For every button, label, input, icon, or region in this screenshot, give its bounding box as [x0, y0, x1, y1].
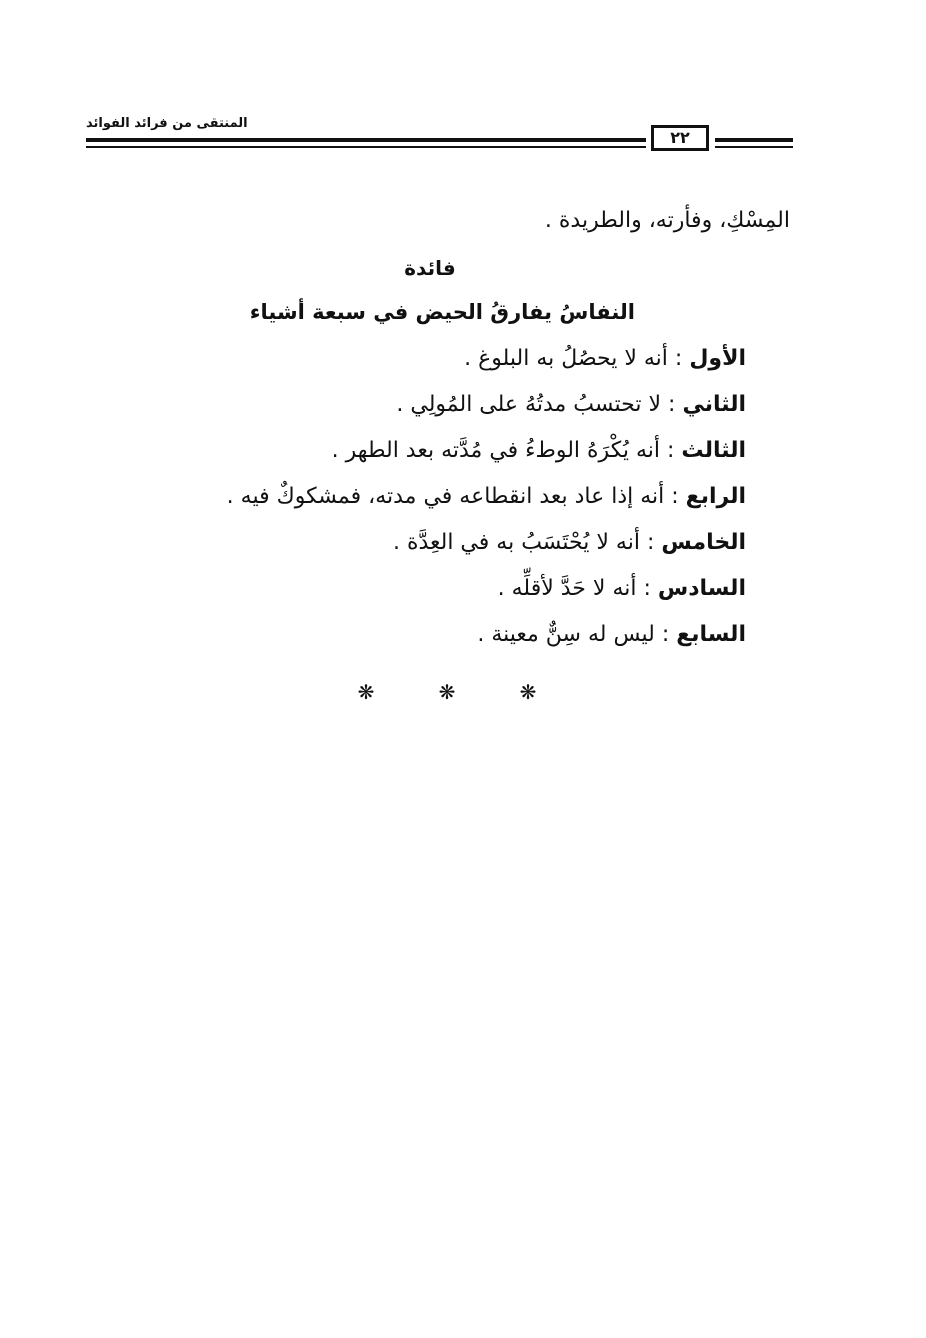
separator-star-icon: ❋ [357, 680, 375, 704]
item-label: الخامس [661, 530, 746, 555]
separator-star-icon: ❋ [519, 680, 537, 704]
item-text: لا تحتسبُ مدتُهُ على المُولِي . [396, 392, 662, 417]
list-item [227, 484, 746, 509]
header-rule-left-thin [86, 146, 646, 148]
list-item [396, 392, 746, 417]
item-colon: : [654, 622, 670, 647]
item-label: الرابع [685, 484, 746, 509]
list-item [332, 438, 746, 463]
item-text: ليس له سِنٌّ معينة . [477, 622, 655, 647]
page-number: ٢٢ [670, 128, 690, 147]
page-number-box [651, 125, 709, 151]
header-rule-right-thin [715, 146, 793, 148]
section-heading: فائدة [404, 256, 456, 280]
item-label: الثاني [682, 392, 746, 417]
separator-star-icon: ❋ [438, 680, 456, 704]
header-rule-left-thick [86, 138, 646, 142]
item-text: أنه لا يُحْتَسَبُ به في العِدَّة . [392, 530, 640, 555]
item-label: السادس [657, 576, 746, 601]
continuation-line: المِسْكِ، وفأرته، والطريدة . [544, 208, 790, 233]
item-colon: : [660, 438, 675, 463]
item-colon: : [667, 346, 683, 371]
item-colon: : [636, 576, 651, 601]
item-label: الأول [689, 346, 746, 371]
item-colon: : [664, 484, 679, 509]
section-subheading: النفاسُ يفارقُ الحيض في سبعة أشياء [249, 300, 635, 324]
item-text: أنه لا حَدَّ لأقلِّه . [497, 576, 637, 601]
list-item [477, 622, 746, 647]
header-rule-right-thick [715, 138, 793, 142]
list-item [464, 346, 746, 371]
list-item [393, 530, 746, 555]
item-colon: : [661, 392, 676, 417]
list-item [498, 576, 746, 601]
item-colon: : [639, 530, 655, 555]
item-label: الثالث [681, 438, 746, 463]
item-label: السابع [676, 622, 746, 647]
item-text: أنه يُكْرَهُ الوطءُ في مُدَّته بعد الطهر . [331, 438, 660, 463]
running-header-title: المنتقى من فرائد الفوائد [86, 116, 248, 131]
item-text: أنه إذا عاد بعد انقطاعه في مدته، فمشكوكٌ فيه . [226, 484, 665, 509]
item-text: أنه لا يحصُلُ به البلوغ . [464, 346, 668, 371]
